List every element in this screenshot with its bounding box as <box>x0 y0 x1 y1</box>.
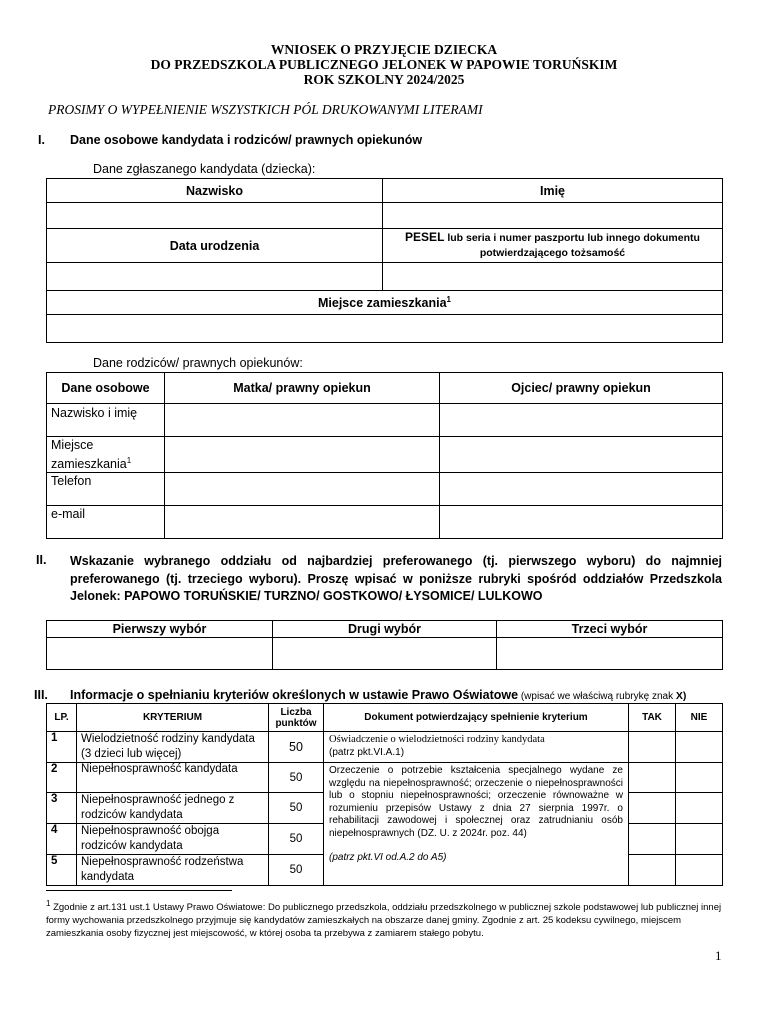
pesel-field[interactable] <box>383 263 723 291</box>
first-choice-header: Pierwszy wybór <box>47 621 273 638</box>
third-choice-field[interactable] <box>497 638 723 670</box>
pesel-desc: lub seria i numer paszportu lub innego dokumentu potwierdzającego tożsamość <box>444 232 700 259</box>
surname-header: Nazwisko <box>47 179 383 203</box>
yes-header: TAK <box>629 704 676 732</box>
fill-instruction: PROSIMY O WYPEŁNIENIE WSZYSTKICH PÓL DRUKOWANYMI LITERAMI <box>48 102 483 117</box>
parents-data-label: Dane rodziców/ prawnych opiekunów: <box>93 356 303 370</box>
criterion-name: Niepełnosprawność kandydata <box>77 763 269 793</box>
doc1-ref: (patrz pkt.VI.A.1) <box>329 746 405 758</box>
no-header: NIE <box>676 704 723 732</box>
form-header <box>0 42 768 87</box>
choice-table <box>46 620 723 670</box>
mother-residence-field[interactable] <box>165 437 440 473</box>
yes-checkbox-4[interactable] <box>629 824 676 855</box>
row-email-label: e-mail <box>47 506 165 539</box>
father-email-field[interactable] <box>440 506 723 539</box>
no-checkbox-4[interactable] <box>676 824 723 855</box>
second-choice-field[interactable] <box>273 638 497 670</box>
criterion-name: Niepełnosprawność rodzeństwa kandydata <box>77 855 269 886</box>
footnote-text: Zgodnie z art.131 ust.1 Ustawy Prawo Oświatowe: Do publicznego przedszkola, oddziału przedszkolnego w publicznej szkole podstawowej lub publicznej innej formy wychowania przedszkolnego przyjmuje się kandydatów zamieszkałych na obszarze danej gminy. Zgodnie z art. 25 kodeksu cywilnego, miejscem zamieszkania osoby fizycznej jest miejscowość, w której osoba ta przebywa z zamiarem stałego pobytu. <box>46 902 722 940</box>
name-header: Imię <box>383 179 723 203</box>
mother-name-field[interactable] <box>165 404 440 437</box>
footnote-ref: 1 <box>446 294 451 304</box>
pesel-label: PESEL <box>405 230 445 244</box>
mother-email-field[interactable] <box>165 506 440 539</box>
section2-text: Wskazanie wybranego oddziału od najbardziej preferowanego (tj. pierwszego wyboru) do najmniej preferowanego (tj. trzeciego wyboru). Proszę wpisać w poniższe rubryki spośród oddziałów Przedszkola Jelonek: PAPOWO TORUŃSKIE/ TURZNO/ GOSTKOWO/ ŁYSOMICE/ LULKOWO <box>70 554 722 603</box>
name-field[interactable] <box>383 203 723 229</box>
yes-checkbox-2[interactable] <box>629 763 676 793</box>
father-header: Ojciec/ prawny opiekun <box>440 373 723 404</box>
no-checkbox-3[interactable] <box>676 793 723 824</box>
no-checkbox-1[interactable] <box>676 732 723 763</box>
row-phone-label: Telefon <box>47 473 165 506</box>
personal-data-header: Dane osobowe <box>47 373 165 404</box>
child-data-label: Dane zgłaszanego kandydata (dziecka): <box>93 162 316 176</box>
yes-checkbox-3[interactable] <box>629 793 676 824</box>
criterion-name: Wielodzietność rodziny kandydata (3 dzieci lub więcej) <box>77 732 269 763</box>
row-residence-label <box>47 437 165 473</box>
criterion-points: 50 <box>269 855 324 886</box>
criterion-lp: 1 <box>47 732 77 763</box>
criterion-name: Niepełnosprawność obojga rodziców kandydata <box>77 824 269 855</box>
points-header: Liczba punktów <box>269 704 324 732</box>
yes-checkbox-5[interactable] <box>629 855 676 886</box>
doc1-text: Oświadczenie o wielodzietności rodziny kandydata <box>329 734 545 745</box>
dob-field[interactable] <box>47 263 383 291</box>
yes-checkbox-1[interactable] <box>629 732 676 763</box>
section1-title: Dane osobowe kandydata i rodziców/ prawnych opiekunów <box>70 133 423 147</box>
no-checkbox-5[interactable] <box>676 855 723 886</box>
criterion-points: 50 <box>269 763 324 793</box>
third-choice-header: Trzeci wybór <box>497 621 723 638</box>
dob-header: Data urodzenia <box>47 229 383 263</box>
father-phone-field[interactable] <box>440 473 723 506</box>
school-year: ROK SZKOLNY 2024/2025 <box>303 72 465 87</box>
second-choice-header: Drugi wybór <box>273 621 497 638</box>
footnote-ref: 1 <box>126 456 132 465</box>
lp-header: LP. <box>47 704 77 732</box>
section3-title <box>70 688 686 702</box>
criterion-lp: 5 <box>47 855 77 886</box>
document-header: Dokument potwierdzający spełnienie kryterium <box>324 704 629 732</box>
child-data-table <box>46 178 723 343</box>
section3-title-text: Informacje o spełnianiu kryteriów określonych w ustawie Prawo Oświatowe <box>70 688 519 702</box>
school-name: DO PRZEDSZKOLA PUBLICZNEGO JELONEK W PAPOWIE TORUŃSKIM <box>150 57 618 72</box>
mother-header: Matka/ prawny opiekun <box>165 373 440 404</box>
no-checkbox-2[interactable] <box>676 763 723 793</box>
page-number: 1 <box>715 948 722 963</box>
section3-number: III. <box>34 688 48 702</box>
parents-data-table <box>46 372 723 539</box>
criterion-lp: 3 <box>47 793 77 824</box>
residence-header <box>47 291 723 315</box>
criterion-points: 50 <box>269 824 324 855</box>
section3-note-mark: X) <box>675 690 687 702</box>
father-name-field[interactable] <box>440 404 723 437</box>
footnote <box>46 897 726 940</box>
criterion-points: 50 <box>269 732 324 763</box>
pesel-header <box>383 229 723 263</box>
row-residence-text: Miejsce zamieszkania <box>51 438 127 472</box>
row-name-label: Nazwisko i imię <box>47 404 165 437</box>
surname-field[interactable] <box>47 203 383 229</box>
father-residence-field[interactable] <box>440 437 723 473</box>
criterion-lp: 2 <box>47 763 77 793</box>
document-cell-2 <box>324 763 629 886</box>
form-title: WNIOSEK O PRZYJĘCIE DZIECKA <box>270 42 498 57</box>
residence-label: Miejsce zamieszkania <box>318 296 447 311</box>
footnote-mark: 1 <box>46 899 51 908</box>
criteria-table <box>46 703 723 886</box>
criterion-name: Niepełnosprawność jednego z rodziców kandydata <box>77 793 269 824</box>
doc2-text: Orzeczenie o potrzebie kształcenia specjalnego wydane ze względu na niepełnosprawność; orzeczenie o niepełnosprawności lub o stopniu niepełnosprawności; orzeczenie równoważne w rozumieniu przepisów Ustawy z dnia 27 sierpnia 1997r. o rehabilitacji zawodowej i społecznej oraz zatrudnianiu osób niepełnosprawnych (DZ. U. z 2024r. poz. 44) <box>329 765 623 839</box>
criterion-points: 50 <box>269 793 324 824</box>
document-cell-1 <box>324 732 629 763</box>
criterion-lp: 4 <box>47 824 77 855</box>
doc2-ref: (patrz pkt.VI od.A.2 do A5) <box>329 852 447 863</box>
residence-field[interactable] <box>47 315 723 343</box>
section1-number: I. <box>38 133 45 147</box>
section2-number: II. <box>36 553 47 567</box>
mother-phone-field[interactable] <box>165 473 440 506</box>
criterion-header: KRYTERIUM <box>77 704 269 732</box>
section3-note: (wpisać we właściwą rubrykę znak <box>518 691 676 702</box>
footnote-divider <box>46 890 232 891</box>
first-choice-field[interactable] <box>47 638 273 670</box>
